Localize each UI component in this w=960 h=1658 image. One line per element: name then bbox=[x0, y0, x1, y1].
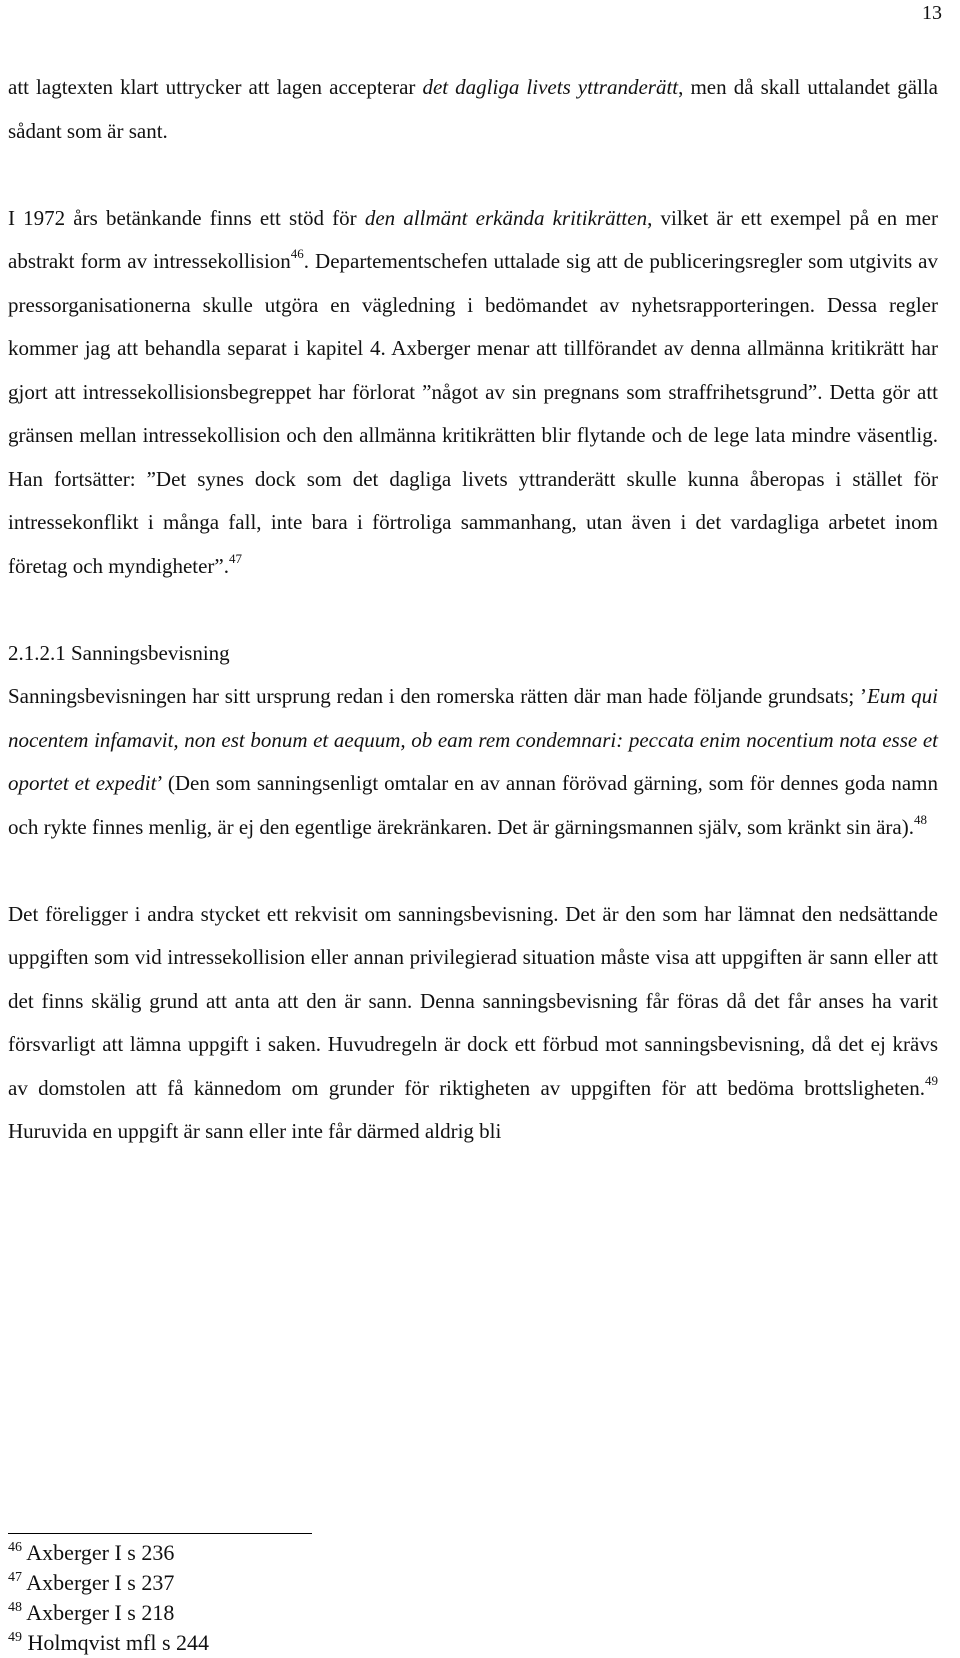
section-heading: 2.1.2.1 Sanningsbevisning bbox=[8, 640, 230, 665]
footnote-ref-49: 49 bbox=[925, 1072, 938, 1088]
paragraph-3: Sanningsbevisningen har sitt ursprung redan i den romerska rätten där man hade följande grundsats; ’Eum qui nocentem infamavit, non est bonum et aequum, ob eam rem condemnari: peccata enim nocentium nota esse et oportet et expedit’ (Den som sanningsenligt omtalar en av annan förövad gärning, som för dennes goda namn och rykte finnes menlig, är ej den egentlige ärekränkaren. Det är gärningsmannen själv, som kränkt sin ära).$^{48}$ bbox=[8, 684, 939, 839]
paragraph-1: att lagtexten klart uttrycker att lagen accepterar det dagliga livets yttranderätt, men då skall uttalandet gälla sådant som är sant. bbox=[8, 75, 938, 143]
footnote: $^{46}$ Axberger I s 236 bbox=[8, 1540, 175, 1565]
document-body bbox=[8, 66, 938, 1154]
footnotes bbox=[8, 1538, 209, 1658]
footnote-ref-48: 48 bbox=[913, 811, 927, 827]
footnote: $^{48}$ Axberger I s 218 bbox=[8, 1600, 175, 1625]
footnote-ref-47: 47 bbox=[229, 550, 242, 566]
page-number: 13 bbox=[922, 2, 942, 24]
footnote-ref-46: 46 bbox=[290, 246, 304, 261]
footnote: $^{49}$ Holmqvist mfl s 244 bbox=[8, 1630, 210, 1655]
paragraph-2: I 1972 års betänkande finns ett stöd för den allmänt erkända kritikrätten, vilket är ett exempel på en mer abstrakt form av intressekollision$^{46}$. Departementschefen uttalade sig att de publiceringsregler som utgivits av pressorganisationerna skulle utgöra en vägledning i bedömandet av nyhetsrapporteringen. Dessa regler kommer jag att behandla separat i kapitel 4. Axberger menar att tillförandet av denna allmänna kritikrätt har gjort att intressekollisionsbegreppet har förlorat ”något av sin pregnans som straffrihetsgrund”. Detta gör att gränsen mellan intressekollision och den allmänna kritikrätten blir flytande och de lege lata mindre väsentlig. Han fortsätter: ”Det synes dock som det dagliga livets yttranderätt skulle kunna åberopas i stället för intressekonflikt i många fall, inte bara i förtroliga sammanhang, utan även i det vardagliga arbetet inom företag och myndigheter”.$^{47}$ bbox=[8, 205, 938, 578]
paragraph-4: Det föreligger i andra stycket ett rekvisit om sanningsbevisning. Det är den som har lämnat den nedsättande uppgiften som vid intressekollision eller annan privilegierad situation måste visa att uppgiften är sann eller att det finns skälig grund att anta att den är sann. Denna sanningsbevisning får föras då det får anses ha varit försvarligt att lämna uppgift i saken. Huvudregeln är dock ett förbud mot sanningsbevisning, då det ej krävs av domstolen att få kännedom om grunder för riktigheten av uppgiften för att bedöma brottsligheten.$^{49}$ Huruvida en uppgift är sann eller inte får därmed aldrig bli bbox=[8, 901, 938, 1143]
footnote-separator bbox=[8, 1533, 312, 1534]
footnote: $^{47}$ Axberger I s 237 bbox=[8, 1570, 175, 1595]
